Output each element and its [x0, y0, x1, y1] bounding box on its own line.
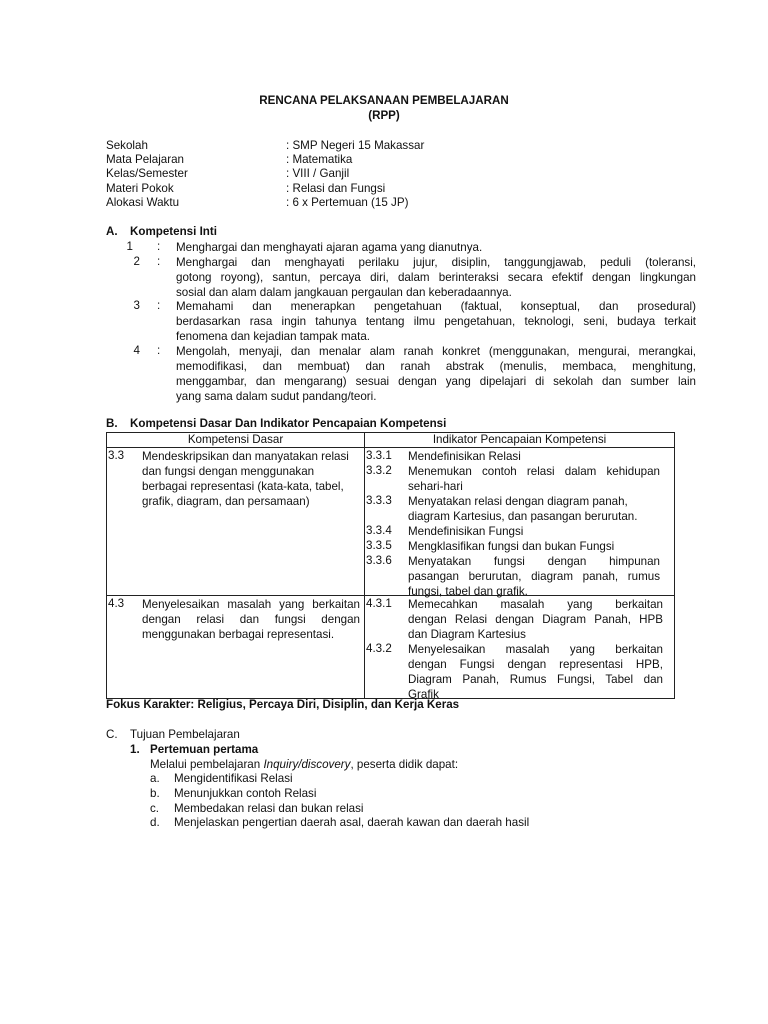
column-header-ipk: Indikator Pencapaian Kompetensi	[365, 433, 675, 448]
kd-number: 3.3	[108, 449, 125, 462]
ki-line: fenomena dan kejadian tampak mata.	[176, 330, 370, 343]
meeting-title: Pertemuan pertama	[150, 743, 259, 756]
kd-cell-content	[107, 596, 364, 698]
ki-line: Mengolah, menyaji, dan menalar alam ranah konkret (menggunakan, mengurai, merangkai,	[176, 345, 696, 358]
identity-value: : Matematika	[286, 153, 353, 166]
ki-line: sosial dan alam dalam jangkauan pergaulan dan keberadaannya.	[176, 286, 512, 299]
ipk-text	[408, 464, 660, 494]
fokus-karakter: Fokus Karakter: Religius, Percaya Diri, Disiplin, dan Kerja Keras	[106, 698, 460, 711]
ipk-line: dan Diagram Kartesius	[408, 628, 526, 641]
goal-text: Membedakan relasi dan bukan relasi	[174, 802, 364, 815]
ipk-line: Menyatakan relasi dengan diagram panah,	[408, 495, 628, 508]
kd-cell	[107, 448, 365, 596]
ipk-text	[408, 642, 663, 702]
ipk-text	[408, 597, 663, 642]
ipk-line: Menyatakan fungsi dengan himpunan	[408, 555, 660, 568]
ki-number: 2	[133, 255, 140, 268]
ki-number: 3	[133, 299, 140, 312]
section-title: Kompetensi Dasar Dan Indikator Pencapaian Kompetensi	[130, 417, 447, 430]
kd-line: Mendeskripsikan dan manyatakan relasi	[142, 450, 349, 463]
ipk-cell-content	[365, 596, 674, 701]
ki-number: 1	[126, 240, 133, 253]
ipk-number: 3.3.1	[366, 449, 392, 462]
kd-line: berbagai representasi (kata-kata, tabel,	[142, 480, 344, 493]
ipk-text	[408, 494, 637, 524]
identity-value: : 6 x Pertemuan (15 JP)	[286, 196, 409, 209]
ipk-line: Menyelesaikan masalah yang berkaitan	[408, 643, 663, 656]
ipk-text	[408, 449, 521, 464]
ipk-text	[408, 554, 660, 599]
section-letter: C.	[106, 728, 118, 741]
ipk-line: pasangan berurutan, diagram panah, rumus	[408, 570, 660, 583]
ipk-line: dengan Fungsi dengan representasi HPB,	[408, 658, 663, 671]
ipk-number: 4.3.1	[366, 597, 392, 610]
ipk-text	[408, 524, 523, 539]
ipk-line: Memecahkan masalah yang berkaitan	[408, 598, 663, 611]
ipk-number: 3.3.5	[366, 539, 392, 552]
ipk-line: sehari-hari	[408, 480, 463, 493]
identity-label: Materi Pokok	[106, 182, 174, 195]
kd-line: dan fungsi dengan menggunakan	[142, 465, 315, 478]
meeting-heading	[130, 743, 258, 756]
ki-line: gotong royong), santun, percaya diri, dalam berinteraksi secara efektif dengan lingkungan	[176, 271, 696, 284]
ipk-line: dengan Relasi dengan Diagram Panah, HPB	[408, 613, 663, 626]
kd-text	[142, 449, 349, 509]
ki-line: yang sama dalam sudut pandang/teori.	[176, 390, 377, 403]
kd-number: 4.3	[108, 597, 125, 610]
ki-colon: :	[157, 344, 161, 357]
goal-text: Menunjukkan contoh Relasi	[174, 787, 317, 800]
section-a-heading	[106, 225, 217, 238]
kd-cell-content	[107, 448, 364, 595]
intro-method: Inquiry/discovery	[263, 758, 351, 771]
kd-text	[142, 597, 360, 642]
ki-line: Menghargai dan menghayati ajaran agama yang dianutnya.	[176, 241, 483, 254]
list-item	[150, 772, 293, 785]
ki-text	[176, 255, 696, 300]
identity-value: : SMP Negeri 15 Makassar	[286, 139, 425, 152]
ipk-line: Mendefinisikan Relasi	[408, 450, 521, 463]
ipk-cell	[365, 596, 675, 699]
intro-text-end: , peserta didik dapat:	[350, 758, 459, 771]
ipk-line: Mendefinisikan Fungsi	[408, 525, 524, 538]
ipk-line: Grafik	[408, 688, 439, 701]
section-b-heading	[106, 417, 446, 430]
ki-number: 4	[133, 344, 140, 357]
goal-letter: b.	[150, 787, 160, 800]
ipk-line: Mengklasifikan fungsi dan bukan Fungsi	[408, 540, 615, 553]
ipk-number: 4.3.2	[366, 642, 392, 655]
section-title: Tujuan Pembelajaran	[130, 728, 240, 741]
section-letter: A.	[106, 225, 118, 238]
document-title: RENCANA PELAKSANAAN PEMBELAJARAN	[259, 94, 509, 107]
ipk-number: 3.3.3	[366, 494, 392, 507]
ipk-number: 3.3.2	[366, 464, 392, 477]
kd-line: menggunakan berbagai representasi.	[142, 628, 335, 641]
document-subtitle: (RPP)	[368, 109, 400, 122]
goal-letter: a.	[150, 772, 160, 785]
ipk-number: 3.3.4	[366, 524, 392, 537]
section-title: Kompetensi Inti	[130, 225, 217, 238]
kd-line: grafik, diagram, dan persamaan)	[142, 495, 310, 508]
ki-colon: :	[157, 240, 161, 253]
goal-text: Menjelaskan pengertian daerah asal, daerah kawan dan daerah hasil	[174, 816, 530, 829]
goal-letter: d.	[150, 816, 160, 829]
column-header-kd: Kompetensi Dasar	[107, 433, 365, 448]
ipk-line: fungsi, tabel dan grafik.	[408, 585, 528, 598]
table-row	[107, 596, 675, 699]
ipk-line: Diagram Panah, Rumus Fungsi, Tabel dan	[408, 673, 663, 686]
identity-value: : VIII / Ganjil	[286, 167, 350, 180]
identity-value: : Relasi dan Fungsi	[286, 182, 386, 195]
ipk-text	[408, 539, 614, 554]
meeting-number: 1.	[130, 743, 140, 756]
ki-text	[176, 299, 696, 344]
ki-line: memodifikasi, dan membuat) dan ranah abstrak (menulis, membaca, menghitung,	[176, 360, 696, 373]
ki-colon: :	[157, 255, 161, 268]
section-c-heading	[106, 728, 240, 741]
ki-line: Memahami dan menerapkan pengetahuan (faktual, konseptual, dan prosedural)	[176, 300, 696, 313]
ipk-cell	[365, 448, 675, 596]
goal-letter: c.	[150, 802, 160, 815]
section-letter: B.	[106, 417, 118, 430]
table-header-row	[107, 433, 675, 448]
ki-text	[176, 240, 696, 255]
ipk-number: 3.3.6	[366, 554, 392, 567]
kd-cell	[107, 596, 365, 699]
table-row	[107, 448, 675, 596]
identity-label: Alokasi Waktu	[106, 196, 180, 209]
ki-line: menggambar, dan mengarang) sesuai dengan yang dipelajari di sekolah dan sumber lain	[176, 375, 696, 388]
kd-line: dengan relasi dan fungsi dengan	[142, 613, 360, 626]
list-item	[150, 787, 316, 800]
ki-text	[176, 344, 696, 404]
list-item	[150, 802, 363, 815]
ki-line: berdasarkan rasa ingin tahunya tentang ilmu pengetahuan, teknologi, seni, budaya terkait	[176, 315, 696, 328]
intro-text: Melalui pembelajaran	[150, 758, 264, 771]
ipk-line: Menemukan contoh relasi dalam kehidupan	[408, 465, 660, 478]
list-item	[150, 816, 529, 829]
identity-label: Sekolah	[106, 139, 148, 152]
ki-colon: :	[157, 299, 161, 312]
ki-line: Menghargai dan menghayati perilaku jujur, disiplin, tanggungjawab, peduli (toleransi,	[176, 256, 696, 269]
ipk-line: diagram Kartesius, dan pasangan berurutan.	[408, 510, 638, 523]
identity-label: Mata Pelajaran	[106, 153, 184, 166]
goal-intro	[150, 758, 458, 771]
identity-label: Kelas/Semester	[106, 167, 188, 180]
kd-line: Menyelesaikan masalah yang berkaitan	[142, 598, 360, 611]
goal-text: Mengidentifikasi Relasi	[174, 772, 293, 785]
kd-ipk-table	[106, 432, 675, 699]
ipk-cell-content	[365, 448, 674, 598]
